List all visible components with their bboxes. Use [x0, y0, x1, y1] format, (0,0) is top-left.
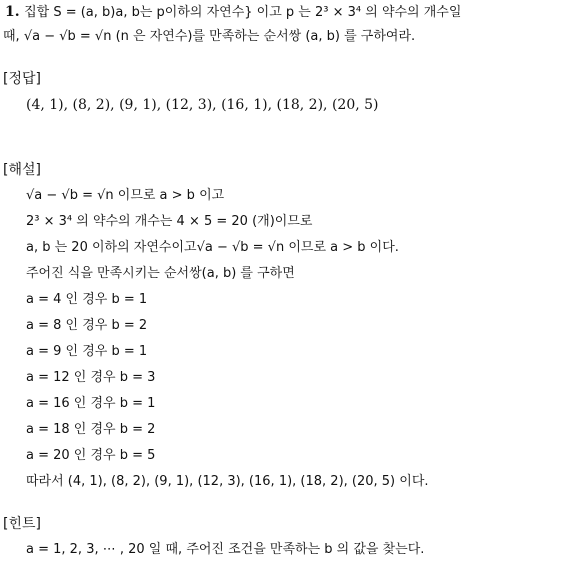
explanation-conclusion: 따라서 (4, 1), (8, 2), (9, 1), (12, 3), (16, 1), (18, 2), (20, 5) 이다. [26, 474, 429, 489]
explanation-label: [해설] [3, 162, 41, 178]
problem-statement-line-1 [5, 5, 461, 19]
explanation-line: a = 9 인 경우 b = 1 [26, 344, 148, 359]
hint-label: [힌트] [3, 516, 41, 532]
explanation-line: 주어진 식을 만족시키는 순서쌍(a, b) 를 구하면 [26, 266, 295, 281]
explanation-line: a = 12 인 경우 b = 3 [26, 370, 156, 385]
problem-text-line-2: 때, √a − √b = √n (n 은 자연수)를 만족하는 순서쌍 (a, b) 를 구하여라. [3, 29, 416, 44]
answer-label: [정답] [3, 71, 41, 87]
explanation-line: a = 8 인 경우 b = 2 [26, 318, 148, 333]
explanation-line: a, b 는 20 이하의 자연수이고√a − √b = √n 이므로 a > b 이다. [26, 240, 399, 255]
explanation-line: √a − √b = √n 이므로 a > b 이고 [26, 188, 225, 203]
answer-value: (4, 1), (8, 2), (9, 1), (12, 3), (16, 1), (18, 2), (20, 5) [26, 97, 379, 113]
problem-number: 1. [5, 4, 20, 20]
explanation-line: a = 16 인 경우 b = 1 [26, 396, 156, 411]
explanation-line: a = 20 인 경우 b = 5 [26, 448, 156, 463]
explanation-line: 2³ × 3⁴ 의 약수의 개수는 4 × 5 = 20 (개)이므로 [26, 214, 313, 229]
explanation-line: a = 4 인 경우 b = 1 [26, 292, 148, 307]
problem-text-line-1: 집합 S = (a, b)a, b는 p이하의 자연수} 이고 p 는 2³ × 3⁴ 의 약수의 개수일 [24, 5, 462, 20]
hint-text: a = 1, 2, 3, ⋯ , 20 일 때, 주어진 조건을 만족하는 b 의 값을 찾는다. [26, 542, 425, 557]
explanation-line: a = 18 인 경우 b = 2 [26, 422, 156, 437]
problem-statement-line-2 [3, 29, 415, 43]
